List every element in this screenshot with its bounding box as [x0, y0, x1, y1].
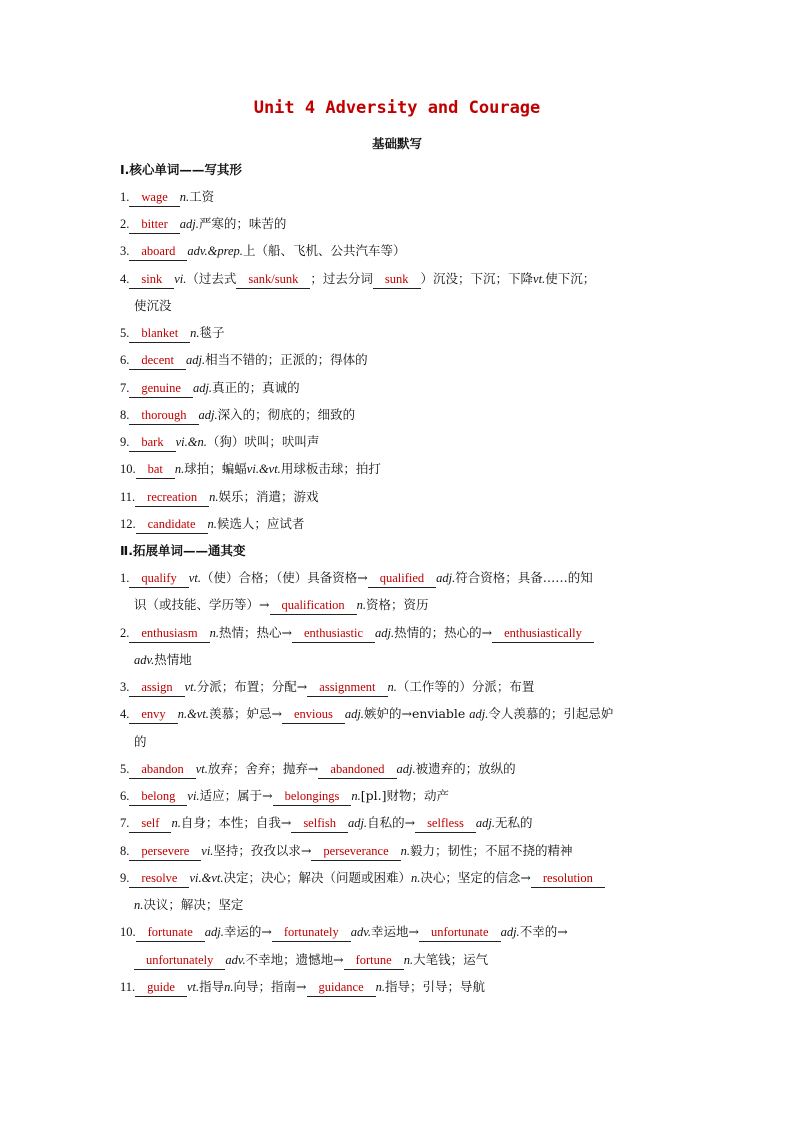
- list-item: 6. belong vi.适应；属于→ belongings n.[pl.]财物；动产: [120, 787, 680, 805]
- list-item-continuation: 识（或技能、学历等）→ qualification n.资格；资历: [134, 596, 694, 614]
- list-item: 12. candidate n.候选人；应试者: [120, 515, 680, 533]
- answer-blank: persevere: [129, 842, 201, 861]
- answer-blank: fortunately: [272, 923, 351, 942]
- answer-blank: qualify: [129, 569, 188, 588]
- answer-blank: selfless: [415, 814, 476, 833]
- answer-blank: guide: [135, 978, 187, 997]
- answer-blank: recreation: [135, 488, 209, 507]
- list-item: 3. aboard adv.&prep.上（船、飞机、公共汽车等）: [120, 242, 680, 260]
- answer-blank: qualified: [368, 569, 436, 588]
- list-item: 3. assign vt.分派；布置；分配→ assignment n.（工作等的）分派；布置: [120, 678, 680, 696]
- answer-blank: belong: [129, 787, 187, 806]
- list-item: 11. recreation n.娱乐；消遣；游戏: [120, 488, 680, 506]
- answer-blank: enthusiastic: [292, 624, 375, 643]
- answer-blank: bat: [136, 460, 175, 479]
- answer-blank: thorough: [129, 406, 198, 425]
- list-item: 7. self n.自身；本性；自我→ selfish adj.自私的→ selfless adj.无私的: [120, 814, 680, 832]
- answer-blank: bitter: [129, 215, 179, 234]
- answer-blank: sunk: [373, 270, 421, 289]
- list-item: 5. abandon vt.放弃；舍弃；抛弃→ abandoned adj.被遗弃的；放纵的: [120, 760, 680, 778]
- answer-blank: resolve: [129, 869, 189, 888]
- list-item: 8. persevere vi.坚持；孜孜以求→ perseverance n.毅力；韧性；不屈不挠的精神: [120, 842, 680, 860]
- list-item: 1. wage n.工资: [120, 188, 680, 206]
- list-item-continuation: 使沉没: [134, 298, 172, 313]
- answer-blank: assign: [129, 678, 184, 697]
- section-heading: Ⅰ.核心单词——写其形: [120, 162, 242, 177]
- list-item: 8. thorough adj.深入的；彻底的；细致的: [120, 406, 680, 424]
- answer-blank: fortune: [344, 951, 404, 970]
- answer-blank: blanket: [129, 324, 190, 343]
- list-item: 10. bat n.球拍；蝙蝠vi.&vt.用球板击球；拍打: [120, 460, 680, 478]
- list-item: 11. guide vt.指导n.向导；指南→ guidance n.指导；引导；导航: [120, 978, 680, 996]
- answer-blank: perseverance: [311, 842, 400, 861]
- answer-blank: envious: [282, 705, 345, 724]
- answer-blank: unfortunate: [419, 923, 501, 942]
- list-item-continuation: n.决议；解决；坚定: [134, 897, 244, 912]
- list-item: 10. fortunate adj.幸运的→ fortunately adv.幸运地→ unfortunate adj.不幸的→: [120, 923, 680, 941]
- list-item: 1. qualify vt.（使）合格；（使）具备资格→ qualified adj.符合资格；具备……的知: [120, 569, 680, 587]
- answer-blank: belongings: [273, 787, 352, 806]
- list-item: 2. enthusiasm n.热情；热心→ enthusiastic adj.热情的；热心的→ enthusiastically: [120, 624, 680, 642]
- answer-blank: enthusiasm: [129, 624, 209, 643]
- list-item: 2. bitter adj.严寒的；味苦的: [120, 215, 680, 233]
- list-item: 9. resolve vi.&vt.决定；决心；解决（问题或困难）n.决心；坚定的信念→ resolution: [120, 869, 680, 887]
- answer-blank: abandoned: [318, 760, 396, 779]
- answer-blank: envy: [129, 705, 177, 724]
- list-item: 4. sink vi.（过去式 sank/sunk ；过去分词 sunk ）沉没；下沉；下降vt.使下沉；: [120, 270, 680, 288]
- answer-blank: sank/sunk: [236, 270, 310, 289]
- list-item-continuation: 的: [134, 734, 147, 749]
- answer-blank: resolution: [531, 869, 605, 888]
- answer-blank: aboard: [129, 242, 187, 261]
- list-item: 5. blanket n.毯子: [120, 324, 680, 342]
- answer-blank: enthusiastically: [492, 624, 594, 643]
- answer-blank: wage: [129, 188, 179, 207]
- document-subtitle: 基础默写: [371, 136, 422, 151]
- answer-blank: unfortunately: [134, 951, 225, 970]
- list-item: 9. bark vi.&n.（狗）吠叫；吠叫声: [120, 433, 680, 451]
- answer-blank: abandon: [129, 760, 195, 779]
- answer-blank: genuine: [129, 379, 193, 398]
- document-title: Unit 4 Adversity and Courage: [253, 98, 541, 118]
- list-item-continuation: adv.热情地: [134, 652, 192, 667]
- answer-blank: self: [129, 814, 171, 833]
- answer-blank: qualification: [270, 596, 357, 615]
- list-item: 4. envy n.&vt.羡慕；妒忌→ envious adj.嫉妒的→enviable adj.令人羡慕的；引起忌妒: [120, 705, 680, 723]
- answer-blank: candidate: [136, 515, 208, 534]
- section-heading: Ⅱ.拓展单词——通其变: [120, 543, 246, 558]
- answer-blank: bark: [129, 433, 175, 452]
- list-item: 6. decent adj.相当不错的；正派的；得体的: [120, 351, 680, 369]
- answer-blank: guidance: [307, 978, 376, 997]
- answer-blank: sink: [129, 270, 174, 289]
- answer-blank: fortunate: [136, 923, 205, 942]
- answer-blank: selfish: [291, 814, 348, 833]
- answer-blank: assignment: [307, 678, 387, 697]
- list-item: 7. genuine adj.真正的；真诚的: [120, 379, 680, 397]
- list-item-continuation: unfortunately adv.不幸地；遗憾地→ fortune n.大笔钱；运气: [134, 951, 694, 969]
- answer-blank: decent: [129, 351, 186, 370]
